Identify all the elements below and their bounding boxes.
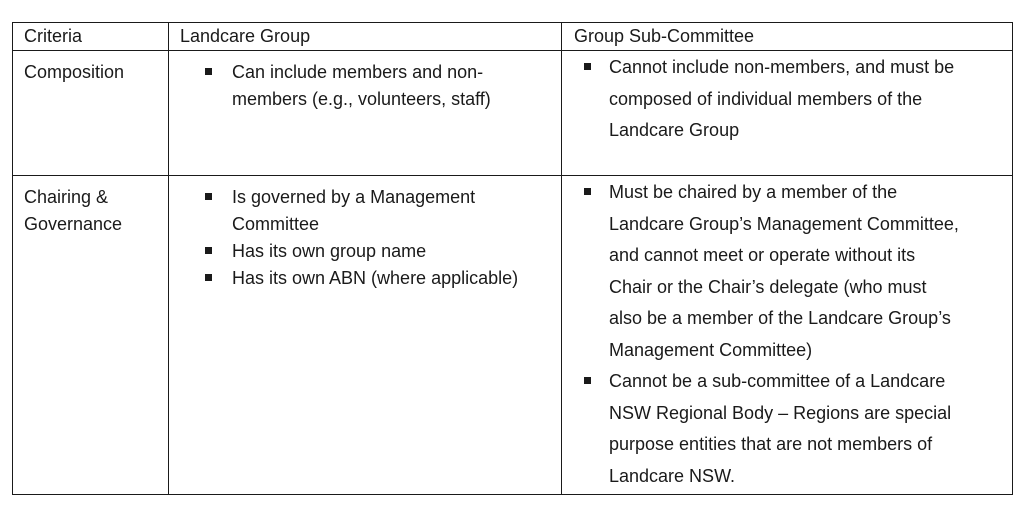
list-item-line: Has its own ABN (where applicable)	[232, 268, 519, 288]
list-item-line: Cannot include non-members, and must be	[609, 57, 955, 77]
list-item	[584, 177, 1012, 366]
list-item-line: also be a member of the Landcare Group’s	[609, 308, 951, 328]
list-item-line: and cannot meet or operate without its	[609, 245, 916, 265]
list-item-line: Chair or the Chair’s delegate (who must	[609, 276, 927, 297]
group-sub-committee-cell	[562, 176, 1013, 495]
list-item-line: Management Committee)	[609, 339, 813, 360]
criteria-comparison-table	[12, 22, 1013, 495]
group-sub-committee-cell	[562, 51, 1013, 176]
list-item-line: members (e.g., volunteers, staff)	[232, 89, 491, 109]
criteria-label	[13, 51, 168, 86]
bullet-list	[562, 51, 1012, 147]
criteria-label-line: Composition	[24, 62, 125, 82]
list-item-line: Landcare NSW.	[609, 465, 736, 486]
list-item-line: purpose entities that are not members of	[609, 434, 933, 454]
list-item-line: NSW Regional Body – Regions are special	[609, 402, 952, 423]
list-item	[584, 366, 1012, 492]
list-item-line: Has its own group name	[232, 241, 427, 261]
landcare-group-cell	[169, 176, 562, 495]
criteria-cell	[13, 51, 169, 176]
list-item-line: Landcare Group	[609, 120, 740, 140]
bullet-list	[169, 176, 561, 292]
square-bullet-icon	[205, 193, 212, 200]
header-group-sub-committee: Group Sub-Committee	[562, 23, 1013, 51]
list-item-line: Can include members and non-	[232, 62, 484, 82]
list-item	[205, 59, 561, 113]
list-item	[205, 238, 561, 265]
list-item	[584, 52, 1012, 147]
header-landcare-group: Landcare Group	[169, 23, 562, 51]
table-header-row	[13, 23, 1013, 51]
criteria-label-line: Governance	[24, 214, 123, 234]
bullet-list	[562, 176, 1012, 492]
list-item-line: Committee	[232, 214, 320, 234]
list-item-line: Is governed by a Management	[232, 187, 476, 207]
table-row-chairing-governance	[13, 176, 1013, 495]
square-bullet-icon	[205, 274, 212, 281]
list-item-line: Cannot be a sub-committee of a Landcare	[609, 371, 946, 391]
list-item	[205, 184, 561, 238]
list-item-line: Must be chaired by a member of the	[609, 182, 898, 202]
list-item-line: composed of individual members of the	[609, 88, 923, 109]
criteria-cell	[13, 176, 169, 495]
table-row-composition	[13, 51, 1013, 176]
square-bullet-icon	[584, 63, 591, 70]
criteria-label	[13, 176, 168, 238]
list-item	[205, 265, 561, 292]
square-bullet-icon	[584, 188, 591, 195]
square-bullet-icon	[205, 68, 212, 75]
bullet-list	[169, 51, 561, 113]
square-bullet-icon	[205, 247, 212, 254]
criteria-label-line: Chairing &	[24, 187, 109, 207]
square-bullet-icon	[584, 377, 591, 384]
header-criteria: Criteria	[13, 23, 169, 51]
landcare-group-cell	[169, 51, 562, 176]
list-item-line: Landcare Group’s Management Committee,	[609, 213, 959, 234]
